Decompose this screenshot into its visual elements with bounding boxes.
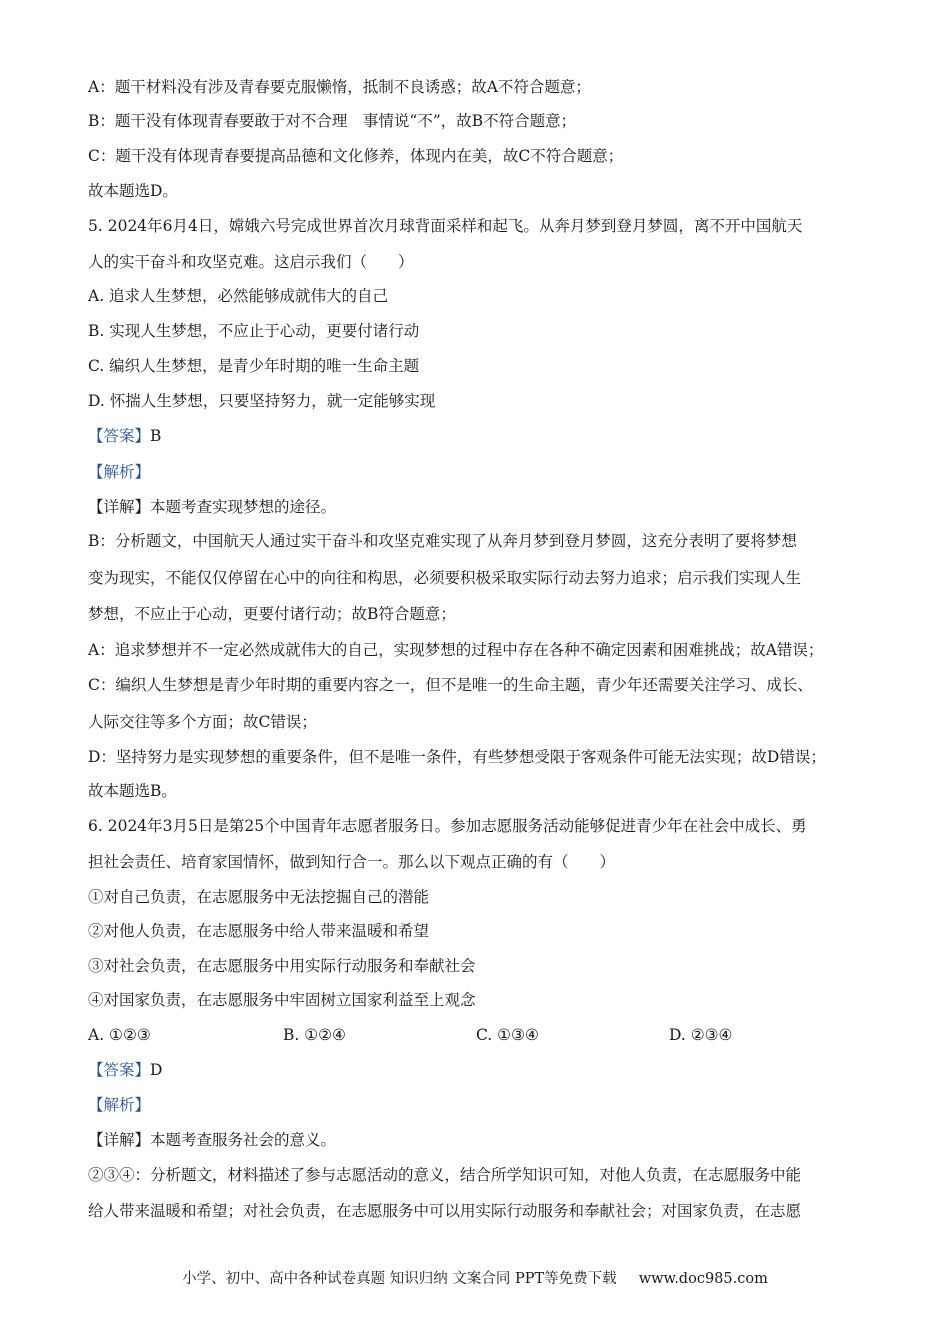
text-line: A：题干材料没有涉及青春要克服懒惰，抵制不良诱惑；故A不符合题意； (88, 78, 591, 96)
explanation-line: D：坚持努力是实现梦想的重要条件，但不是唯一条件，有些梦想受限于客观条件可能无法实现；故D错误； (88, 748, 826, 766)
explanation-line: 故本题选B。 (88, 782, 177, 800)
text-line: C：题干没有体现青春要提高品德和文化修养，体现内在美，故C不符合题意； (88, 147, 624, 165)
question-5-option-c: C. 编织人生梦想，是青少年时期的唯一生命主题 (88, 357, 420, 375)
question-6-statement-1: ①对自己负责，在志愿服务中无法挖掘自己的潜能 (88, 888, 430, 906)
explanation-line: 人际交往等多个方面；故C错误； (88, 713, 317, 731)
question-6-option-c: C. ①③④ (476, 1026, 539, 1044)
explanation-line: ②③④：分析题文，材料描述了参与志愿活动的意义，结合所学知识可知，对他人负责，在志愿服务中能 (88, 1166, 802, 1184)
answer-value: B (150, 427, 162, 445)
answer-5 (88, 425, 161, 447)
answer-tag: 【答案】 (88, 427, 151, 445)
explanation-line: 给人带来温暖和希望；对社会负责，在志愿服务中可以用实际行动服务和奉献社会；对国家负责，在志愿 (88, 1202, 802, 1220)
explanation-line: 变为现实，不能仅仅停留在心中的向往和构思，必须要积极采取实际行动去努力追求；启示我们实现人生 (88, 569, 802, 587)
question-5-option-d: D. 怀揣人生梦想，只要坚持努力，就一定能够实现 (88, 392, 436, 410)
question-6-stem-cont: 担社会责任、培育家国情怀，做到知行合一。那么以下观点正确的有（ ） (88, 853, 616, 871)
question-6-statement-2: ②对他人负责，在志愿服务中给人带来温暖和希望 (88, 922, 430, 940)
question-5-option-b: B. 实现人生梦想，不应止于心动，更要付诸行动 (88, 322, 420, 340)
answer-tag: 【答案】 (88, 1061, 151, 1079)
question-5-stem-cont: 人的实干奋斗和攻坚克难。这启示我们（ ） (88, 253, 414, 271)
answer-value: D (150, 1061, 163, 1079)
analysis-6-tag: 【解析】 (88, 1096, 151, 1114)
answer-6 (88, 1059, 162, 1081)
question-6-option-a: A. ①②③ (88, 1026, 151, 1044)
explanation-line: 梦想，不应止于心动，更要付诸行动；故B符合题意； (88, 605, 456, 623)
analysis-5-tag: 【解析】 (88, 463, 151, 481)
question-5-option-a: A. 追求人生梦想，必然能够成就伟大的自己 (88, 287, 389, 305)
text-line: B：题干没有体现青春要敢于对不合理 事情说“不”，故B不符合题意； (88, 112, 577, 130)
question-6-option-b: B. ①②④ (283, 1026, 346, 1044)
detail-text: 本题考查实现梦想的途径。 (150, 498, 337, 516)
detail-tag: 【详解】 (88, 498, 151, 516)
question-6-statement-3: ③对社会负责，在志愿服务中用实际行动服务和奉献社会 (88, 957, 476, 975)
question-6-statement-4: ④对国家负责，在志愿服务中牢固树立国家利益至上观念 (88, 991, 476, 1009)
detail-6 (88, 1129, 336, 1151)
question-6-option-d: D. ②③④ (669, 1026, 733, 1044)
detail-text: 本题考查服务社会的意义。 (150, 1131, 337, 1149)
question-6-stem: 6. 2024年3月5日是第25个中国青年志愿者服务日。参加志愿服务活动能够促进青少年在社会中成长、勇 (88, 817, 807, 835)
explanation-line: A：追求梦想并不一定必然成就伟大的自己，实现梦想的过程中存在各种不确定因素和困难挑战；故A错误； (88, 641, 824, 659)
footer-url-link[interactable]: www.doc985.com (638, 1271, 768, 1287)
explanation-line: C：编织人生梦想是青少年时期的重要内容之一，但不是唯一的生命主题，青少年还需要关注学习、成长、 (88, 676, 813, 694)
detail-tag: 【详解】 (88, 1131, 151, 1149)
footer-text: 小学、初中、高中各种试卷真题 知识归纳 文案合同 PPT等免费下载 (182, 1271, 617, 1287)
text-line: 故本题选D。 (88, 182, 178, 200)
explanation-line: B：分析题文，中国航天人通过实干奋斗和攻坚克难实现了从奔月梦到登月梦圆，这充分表明了要将梦想 (88, 532, 797, 550)
question-5-stem: 5. 2024年6月4日，嫦娥六号完成世界首次月球背面采样和起飞。从奔月梦到登月梦圆，离不开中国航天 (88, 217, 803, 235)
page-footer (0, 1268, 950, 1290)
detail-5 (88, 496, 336, 518)
